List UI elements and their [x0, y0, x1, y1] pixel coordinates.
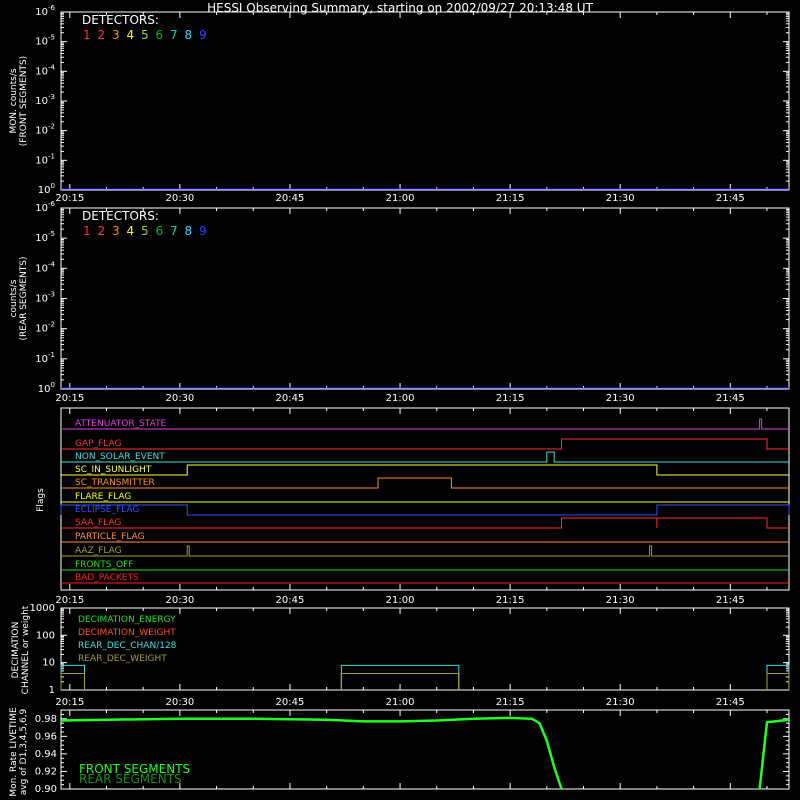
- panel-3-time-label: 21:00: [385, 595, 415, 606]
- svg-text:100: $10^0$: [37, 381, 55, 395]
- panel-2-ytick-label: [35, 260, 55, 274]
- svg-text:MON. counts/s: MON. counts/s: [9, 68, 19, 134]
- panel-1-time-label: 21:00: [385, 193, 415, 204]
- panel-1-legend-detector-5: 5: [141, 28, 149, 42]
- flag-label-sc-in-sunlight: SC_IN_SUNLIGHT: [75, 465, 152, 475]
- panel-1-time-label: 21:45: [715, 193, 745, 204]
- panel-3-time-label: 21:45: [715, 595, 745, 606]
- svg-text:Mon. Rate LIVETIME: Mon. Rate LIVETIME: [9, 707, 19, 797]
- panel-3-time-label: 21:30: [605, 595, 635, 606]
- panel-5-ytick-label: 0.96: [34, 731, 57, 743]
- panel-2-ytick-label: [35, 200, 55, 214]
- panel-3-frame: [61, 408, 789, 590]
- flag-label-aaz-flag: AAZ_FLAG: [75, 546, 122, 556]
- flag-label-eclipse-flag: ECLIPSE_FLAG: [75, 505, 140, 515]
- panel-2-ytick-label: [35, 351, 55, 365]
- livetime-legend-rear: REAR SEGMENTS: [79, 772, 182, 786]
- panel-4-time-label: 21:15: [495, 697, 525, 708]
- panel-4-time-label: 20:15: [55, 697, 85, 708]
- decimation-series-rear-dec-weight: [61, 674, 84, 690]
- svg-text:10-6: $10^{-6}$: [35, 200, 55, 214]
- svg-text:DECIMATION: DECIMATION: [11, 621, 21, 679]
- panel-1-legend-title: DETECTORS:: [82, 13, 159, 27]
- panel-1-time-label: 20:45: [275, 193, 305, 204]
- flag-label-particle-flag: PARTICLE_FLAG: [75, 532, 145, 542]
- decimation-legend-decimation-energy: DECIMATION_ENERGY: [78, 615, 176, 625]
- panel-2-ylabel: [9, 256, 29, 340]
- decimation-series-rear-dec-chan-128: [61, 665, 84, 690]
- panel-2-legend-title: DETECTORS:: [82, 209, 159, 223]
- flag-label-bad-packets: BAD_PACKETS: [75, 573, 139, 583]
- panel-4-ytick-label: 10: [42, 657, 55, 669]
- panel-1-legend-detector-8: 8: [184, 28, 193, 42]
- panel-2-legend-detector-5: 5: [141, 224, 149, 238]
- panel-2-time-label: 21:00: [385, 393, 415, 404]
- panel-2-legend-detector-1: 1: [83, 224, 91, 238]
- svg-text:10-1: $10^{-1}$: [35, 152, 55, 167]
- panel-2-time-label: 20:30: [165, 393, 195, 404]
- panel-4-time-label: 21:00: [385, 697, 415, 708]
- panel-2-time-label: 20:15: [55, 393, 85, 404]
- flag-line-sc-transmitter: [61, 478, 789, 488]
- panel-2-legend-detector-7: 7: [170, 224, 178, 238]
- panel-5-ytick-label: 0.94: [34, 748, 57, 760]
- panel-2-time-label: 21:15: [495, 393, 525, 404]
- panel-1-ytick-label: [35, 93, 55, 107]
- panel-2-legend-detector-4: 4: [126, 224, 135, 238]
- livetime-legend-front: FRONT SEGMENTS: [79, 762, 191, 776]
- svg-text:(FRONT SEGMENTS): (FRONT SEGMENTS): [19, 55, 29, 147]
- panel-4-ytick-label: 1000: [29, 603, 55, 614]
- panel-1-ylabel: [9, 56, 29, 146]
- panel-3-time-label: 21:15: [495, 595, 525, 606]
- panel-1-ytick-label: [35, 123, 55, 137]
- panel-3-ylabel: [36, 488, 46, 512]
- panel-4-ytick-label: 1: [48, 685, 55, 696]
- flag-label-saa-flag: SAA_FLAG: [75, 518, 122, 528]
- decimation-legend-decimation-weight: DECIMATION_WEIGHT: [78, 628, 176, 638]
- decimation-legend-rear-dec-chan-128: REAR_DEC_CHAN/128: [78, 641, 177, 651]
- svg-text:10-2: $10^{-2}$: [35, 122, 55, 137]
- panel-2-ytick-label: [35, 291, 55, 305]
- panel-1-time-label: 21:15: [495, 193, 525, 204]
- panel-4-time-label: 21:30: [605, 697, 635, 708]
- panel-1-legend-detector-2: 2: [97, 28, 106, 42]
- flag-label-non-solar-event: NON_SOLAR_EVENT: [75, 452, 165, 462]
- decimation-series-rear-dec-chan-128: [767, 665, 789, 690]
- svg-text:10-3: $10^{-3}$: [35, 93, 55, 107]
- panel-1-legend-detector-1: 1: [83, 28, 91, 42]
- svg-text:10-2: $10^{-2}$: [35, 320, 55, 335]
- panel-2-legend-detector-8: 8: [184, 224, 193, 238]
- panel-4-time-label: 21:45: [715, 697, 745, 708]
- chart-title: HESSI Observing Summary, starting on 2002/09/27 20:13:48 UT: [207, 1, 593, 15]
- panel-3-time-label: 20:15: [55, 595, 85, 606]
- panel-2-legend-detector-2: 2: [97, 224, 106, 238]
- panel-2-legend-detector-6: 6: [155, 224, 164, 238]
- panel-4-time-label: 20:30: [165, 697, 195, 708]
- panel-3-time-label: 20:30: [165, 595, 195, 606]
- flag-line-attenuator-state: [61, 419, 789, 429]
- svg-text:10-4: $10^{-4}$: [35, 260, 55, 275]
- panel-4-ylabel: [11, 605, 31, 694]
- svg-text:10-4: $10^{-4}$: [35, 63, 55, 78]
- flag-line-sc-in-sunlight: [61, 465, 789, 475]
- svg-text:10-5: $10^{-5}$: [35, 230, 55, 245]
- panel-2-time-label: 20:45: [275, 393, 305, 404]
- decimation-series-decimation-weight: [61, 674, 84, 690]
- svg-text:10-3: $10^{-3}$: [35, 290, 55, 305]
- panel-4-time-label: 20:45: [275, 697, 305, 708]
- panel-1-ytick-label: [35, 34, 55, 48]
- panel-1-legend-detector-6: 6: [155, 28, 164, 42]
- svg-text:10-5: $10^{-5}$: [35, 33, 55, 48]
- panel-4-ytick-label: 100: [35, 630, 55, 642]
- panel-2-ytick-label: [35, 321, 55, 335]
- flag-line-non-solar-event: [61, 452, 789, 462]
- panel-5-ytick-label: 0.90: [34, 784, 57, 795]
- flag-label-flare-flag: FLARE_FLAG: [75, 492, 132, 502]
- panel-1-time-label: 21:30: [605, 193, 635, 204]
- svg-text:counts/s: counts/s: [9, 279, 19, 318]
- decimation-series-rear-dec-weight: [767, 674, 789, 690]
- panel-1-ytick-label: [35, 152, 55, 166]
- panel-1-time-label: 20:15: [55, 193, 85, 204]
- panel-1-time-label: 20:30: [165, 193, 195, 204]
- svg-text:(REAR SEGMENTS): (REAR SEGMENTS): [19, 256, 29, 341]
- flag-line-saa-flag: [61, 518, 789, 528]
- decimation-series-decimation-weight: [767, 674, 789, 690]
- panel-1-legend-detector-9: 9: [199, 28, 207, 42]
- flag-label-sc-transmitter: SC_TRANSMITTER: [75, 478, 155, 488]
- panel-1-legend-detector-3: 3: [112, 28, 120, 42]
- panel-2-legend-detector-3: 3: [112, 224, 120, 238]
- flag-line-aaz-flag: [61, 546, 789, 556]
- panel-2-ytick-label: [35, 230, 55, 244]
- svg-text:100: $10^0$: [37, 182, 55, 196]
- decimation-legend-rear-dec-weight: REAR_DEC_WEIGHT: [78, 654, 167, 664]
- panel-2-time-label: 21:45: [715, 393, 745, 404]
- panel-3-time-label: 20:45: [275, 595, 305, 606]
- panel-1-legend-detector-4: 4: [126, 28, 135, 42]
- panel-1-legend-detector-7: 7: [170, 28, 178, 42]
- panel-1-ytick-label: [35, 4, 55, 18]
- svg-text:10-1: $10^{-1}$: [35, 350, 55, 365]
- svg-text:Flags: Flags: [36, 488, 46, 512]
- panel-1-ytick-label: [38, 182, 55, 196]
- flag-label-gap-flag: GAP_FLAG: [75, 439, 122, 449]
- panel-2-legend-detector-9: 9: [199, 224, 207, 238]
- panel-1-ytick-label: [35, 63, 55, 77]
- panel-5-ylabel: [9, 707, 29, 797]
- flag-line-eclipse-flag: [61, 505, 789, 515]
- panel-2-ytick-label: [38, 381, 55, 395]
- panel-5-ytick-label: 0.98: [34, 713, 57, 725]
- panel-2-time-label: 21:30: [605, 393, 635, 404]
- flag-label-fronts-off: FRONTS_OFF: [75, 560, 134, 570]
- flag-line-gap-flag: [61, 439, 789, 449]
- svg-text:10-6: $10^{-6}$: [35, 4, 55, 18]
- panel-5-ytick-label: 0.92: [34, 766, 57, 778]
- svg-text:CHANNEL or weight: CHANNEL or weight: [21, 605, 31, 695]
- svg-text:avg of D1,3,4,5,6,9: avg of D1,3,4,5,6,9: [19, 708, 29, 796]
- flag-label-attenuator-state: ATTENUATOR_STATE: [75, 419, 167, 429]
